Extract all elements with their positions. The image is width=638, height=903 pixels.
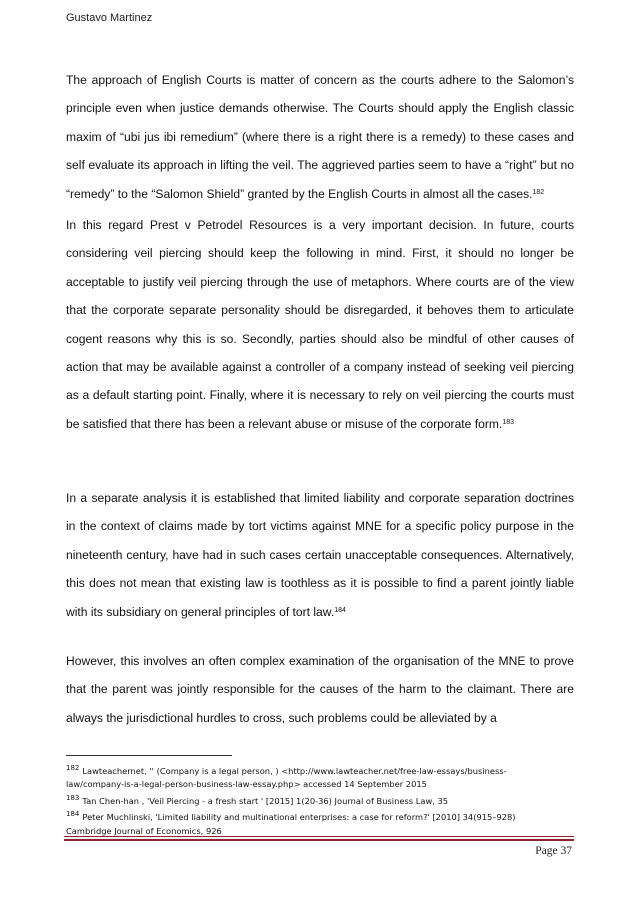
footer-rule-thick — [64, 839, 574, 841]
body-paragraph-4 — [66, 647, 574, 732]
footnote-182 — [66, 762, 576, 778]
footnote-text: Tan Chen-han , 'Veil Piercing - a fresh start ' [2015] 1(20-36) Journal of Business Law, 35 — [82, 795, 449, 806]
body-paragraph-1 — [66, 66, 574, 208]
footnote-184-continuation: Cambridge Journal of Economics, 926 — [66, 825, 222, 836]
footnote-183 — [66, 792, 576, 808]
page-number: Page 37 — [535, 845, 572, 857]
footnote-number: 184 — [66, 810, 80, 819]
paragraph-3-text: In a separate analysis it is established that limited liability and corporate separation doctrines in the context of claims made by tort victims against MNE for a specific policy purpose in the nineteenth century, have had in such cases certain unacceptable consequences. Alternatively, this does not mean that existing law is toothless as it is possible to find a parent jointly liable with its subsidiary on general principles of tort law. — [66, 491, 574, 619]
body-paragraph-3 — [66, 484, 574, 626]
footnote-number: 182 — [66, 764, 80, 772]
paragraph-4-text: However, this involves an often complex examination of the organisation of the MNE to prove that the parent was jointly responsible for the causes of the harm to the claimant. There are always the jurisdictional hurdles to cross, such problems could be alleviated by a — [66, 654, 574, 725]
running-header-author: Gustavo Martinez — [66, 12, 153, 24]
footnote-ref-183: 183 — [502, 418, 514, 426]
footnote-text: Lawteachernet, '' (Company is a legal person, ) <http://www.lawteacher.net/free-law-essays/business- — [82, 765, 507, 776]
footnote-number: 183 — [66, 793, 80, 802]
footnote-182-continuation: law/company-is-a-legal-person-business-law-essay.php> accessed 14 September 2015 — [66, 779, 427, 790]
footnotes-section — [66, 762, 576, 838]
footnote-ref-184: 184 — [334, 606, 346, 614]
footnote-184 — [66, 808, 576, 824]
paragraph-1-text: The approach of English Courts is matter of concern as the courts adhere to the Salomon’s principle even when justice demands otherwise. The Courts should apply the English classic maxim of “ubi jus ibi remedium” (where there is a right there is a remedy) to these cases and self evaluate its approach in lifting the veil. The aggrieved parties seem to have a “right” but no “remedy” to the “Salomon Shield” granted by the English Courts in almost all the cases. — [66, 73, 574, 201]
body-paragraph-2 — [66, 211, 574, 438]
footer-rule-thin — [64, 836, 574, 837]
paragraph-2-text: In this regard Prest v Petrodel Resources is a very important decision. In future, courts considering veil piercing should keep the following in mind. First, it should no longer be acceptable to justify veil piercing through the use of metaphors. Where courts are of the view that the corporate separate personality should be disregarded, it behoves them to articulate cogent reasons why this is so. Secondly, parties should also be mindful of other causes of action that may be available against a controller of a company instead of seeking veil piercing as a default starting point. Finally, where it is necessary to rely on veil piercing the courts must be satisfied that there has been a relevant abuse or misuse of the corporate form. — [66, 218, 574, 431]
footnote-ref-182: 182 — [532, 188, 545, 196]
footnote-separator — [66, 755, 232, 756]
footnote-text: Peter Muchlinski, 'Limited liability and multinational enterprises: a case for reform?' [2010] 34(915–928) — [82, 812, 516, 823]
